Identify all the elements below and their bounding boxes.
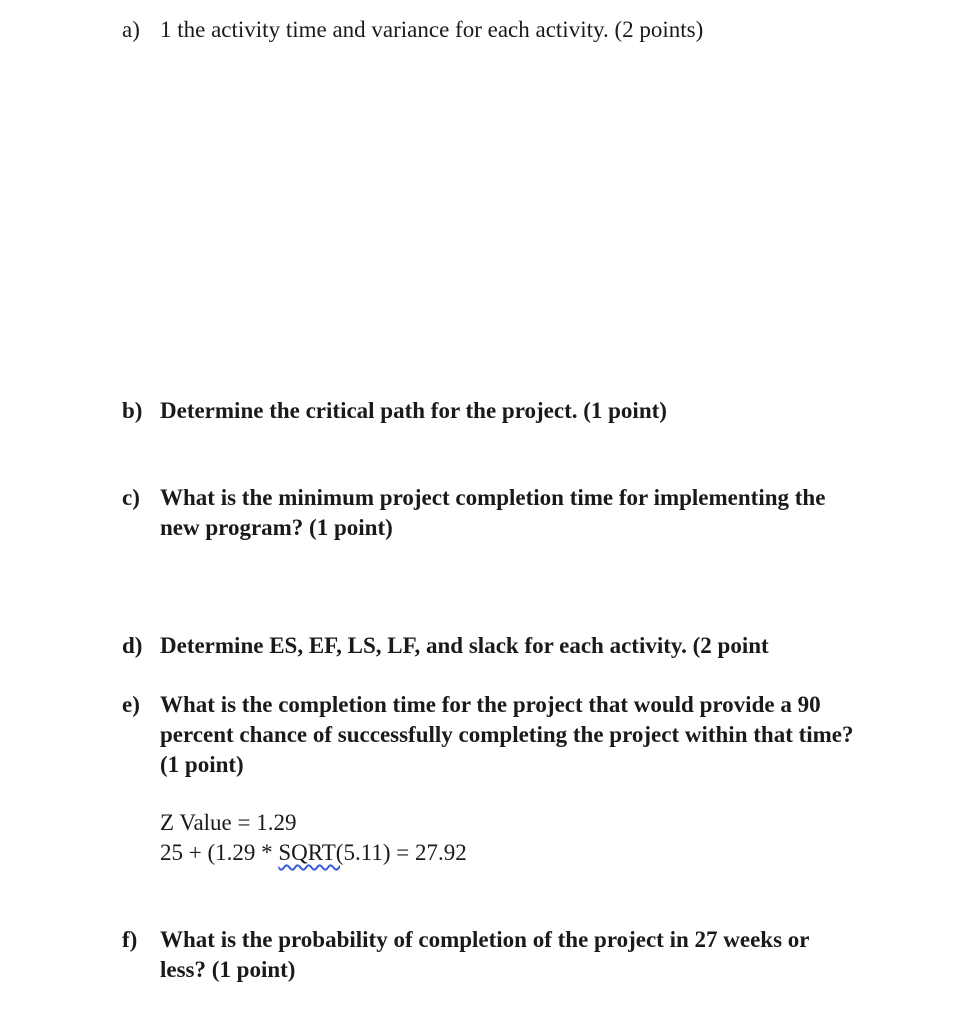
- question-a-label: a): [122, 17, 140, 42]
- question-f: [122, 925, 852, 985]
- z-value-line: Z Value = 1.29: [160, 810, 297, 835]
- question-f-text: What is the probability of completion of the project in 27 weeks or less? (1 point): [160, 927, 810, 982]
- calculation-prefix: 25 + (1.29 *: [160, 840, 279, 865]
- question-d: [122, 631, 882, 661]
- question-c-label: c): [122, 485, 140, 510]
- calculation-line: [160, 838, 467, 868]
- question-b-text: Determine the critical path for the project. (1 point): [160, 398, 667, 423]
- question-a-text: 1 the activity time and variance for each activity. (2 points): [160, 17, 704, 42]
- question-d-label: d): [122, 633, 143, 658]
- question-b: [122, 396, 882, 426]
- question-e-label: e): [122, 692, 140, 717]
- sqrt-function: SQRT(: [278, 840, 344, 865]
- question-c: [122, 483, 862, 543]
- question-b-label: b): [122, 398, 143, 423]
- calculation-suffix: 5.11) = 27.92: [343, 840, 467, 865]
- question-f-label: f): [122, 927, 138, 952]
- question-a: [122, 15, 882, 45]
- question-c-text: What is the minimum project completion time for implementing the new program? (1 point): [160, 485, 826, 540]
- question-e: [122, 690, 857, 780]
- question-e-text: What is the completion time for the project that would provide a 90 percent chance of successfully completing the project within that time? (1 point): [160, 692, 854, 777]
- question-d-text: Determine ES, EF, LS, LF, and slack for each activity. (2 point: [160, 633, 769, 658]
